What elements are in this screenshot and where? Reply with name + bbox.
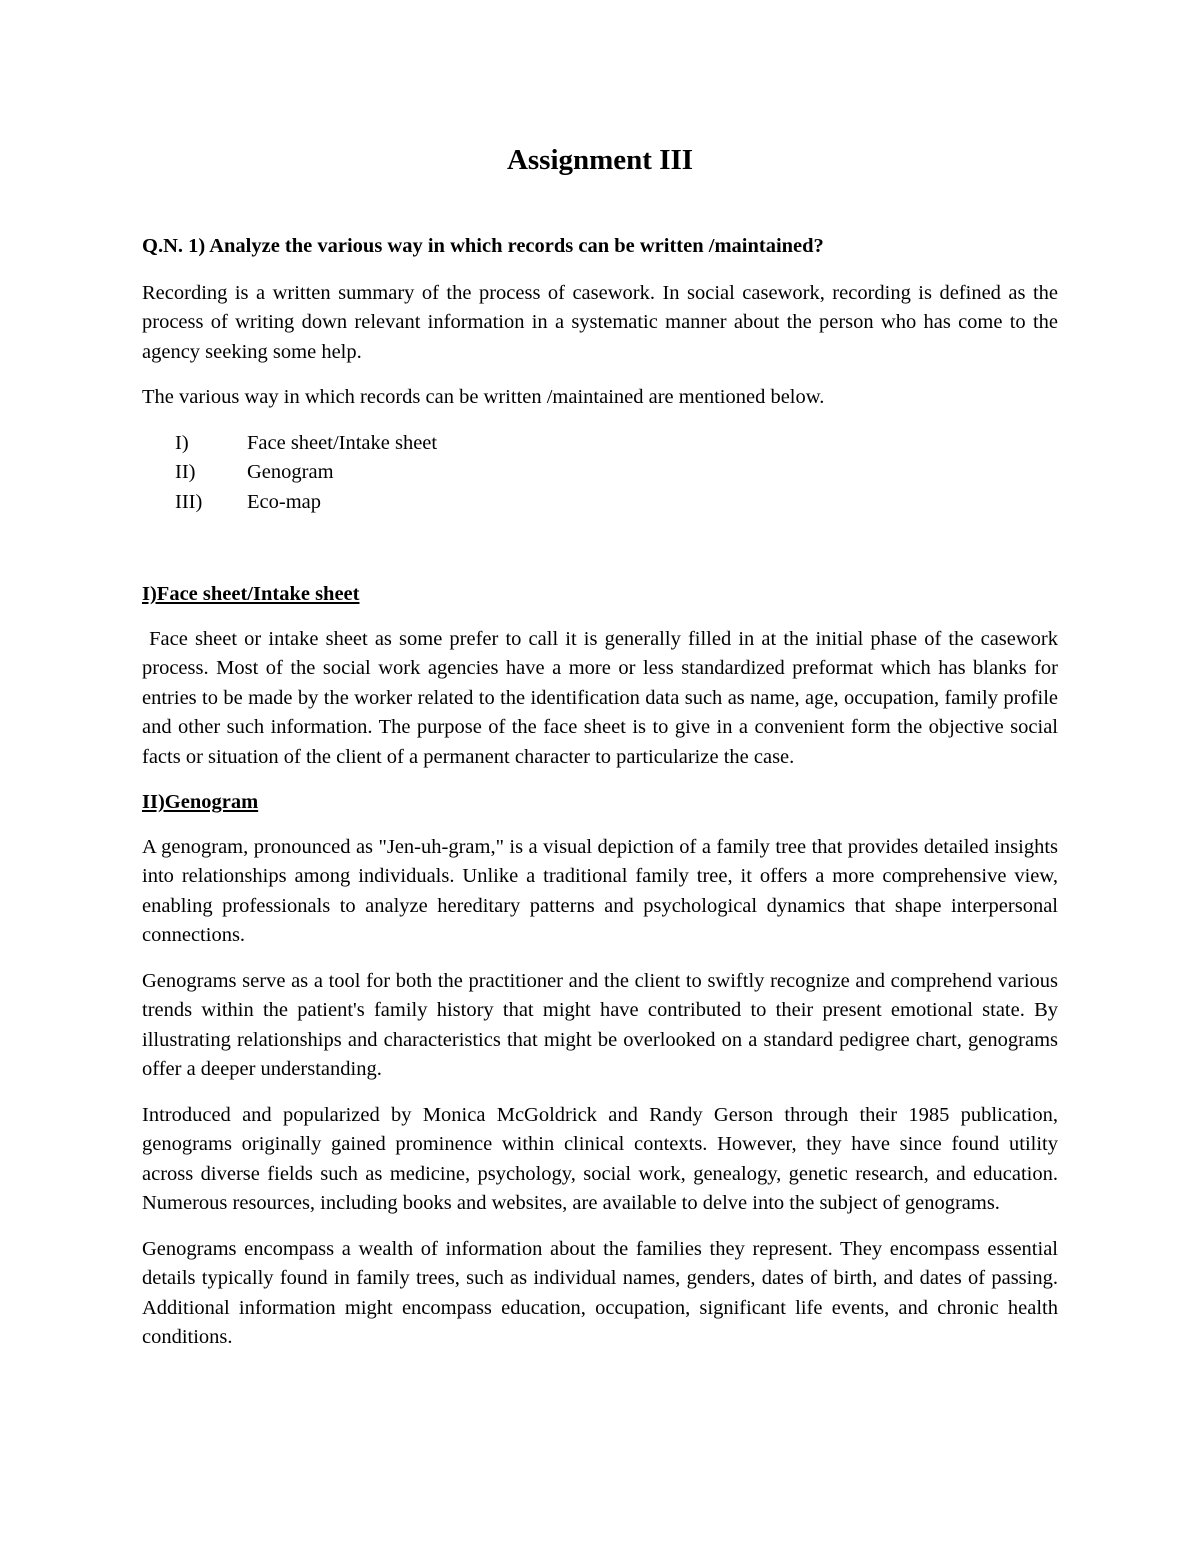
list-item: [175, 488, 1058, 518]
list-item: [175, 458, 1058, 488]
document-title: Assignment III: [506, 144, 694, 176]
genogram-paragraph: Genograms serve as a tool for both the practitioner and the client to swiftly recognize and comprehend various trends within the patient's family history that might have contributed to their present emotional state. By illustrating relationships and characteristics that might be overlooked on a standard pedigree chart, genograms offer a deeper understanding.: [142, 969, 1058, 1080]
face-sheet-heading: I)Face sheet/Intake sheet: [142, 583, 360, 605]
list-item-label: Face sheet/Intake sheet: [247, 431, 438, 454]
record-types-list: [142, 429, 1058, 518]
list-item-number: III): [175, 490, 203, 513]
genogram-paragraph: A genogram, pronounced as "Jen-uh-gram," is a visual depiction of a family tree that provides detailed insights into relationships among individuals. Unlike a traditional family tree, it offers a more comprehensive view, enabling professionals to analyze hereditary patterns and psychological dynamics that shape interpersonal connections.: [142, 835, 1058, 946]
list-item-label: Genogram: [247, 461, 334, 483]
list-item-number: II): [175, 461, 196, 483]
face-sheet-paragraph: Face sheet or intake sheet as some prefer to call it is generally filled in at the initial phase of the casework process. Most of the social work agencies have a more or less standardized preformat which has blanks for entries to be made by the worker related to the identification data such as name, age, occupation, family profile and other such information. The purpose of the face sheet is to give in a convenient form the objective social facts or situation of the client of a permanent character to particularize the case.: [142, 627, 1064, 768]
genogram-heading: II)Genogram: [142, 791, 259, 813]
list-item-label: Eco-map: [247, 490, 321, 513]
list-item: [175, 429, 1058, 459]
genogram-paragraph: Introduced and popularized by Monica McGoldrick and Randy Gerson through their 1985 publication, genograms originally gained prominence within clinical contexts. However, they have since found utility across diverse fields such as medicine, psychology, social work, genealogy, genetic research, and education. Numerous resources, including books and websites, are available to delve into the subject of genograms.: [142, 1103, 1058, 1214]
genogram-paragraph: Genograms encompass a wealth of information about the families they represent. They encompass essential details typically found in family trees, such as individual names, genders, dates of birth, and dates of passing. Additional information might encompass education, occupation, significant life events, and chronic health conditions.: [142, 1237, 1058, 1348]
list-intro: The various way in which records can be written /maintained are mentioned below.: [142, 386, 825, 408]
document-page: [142, 140, 1064, 1369]
question-heading: Q.N. 1) Analyze the various way in which records can be written /maintained?: [142, 235, 824, 257]
intro-paragraph: Recording is a written summary of the process of casework. In social casework, recording is defined as the process of writing down relevant information in a systematic manner about the person who has come to the agency seeking some help.: [142, 281, 1058, 363]
list-item-number: I): [175, 431, 189, 454]
